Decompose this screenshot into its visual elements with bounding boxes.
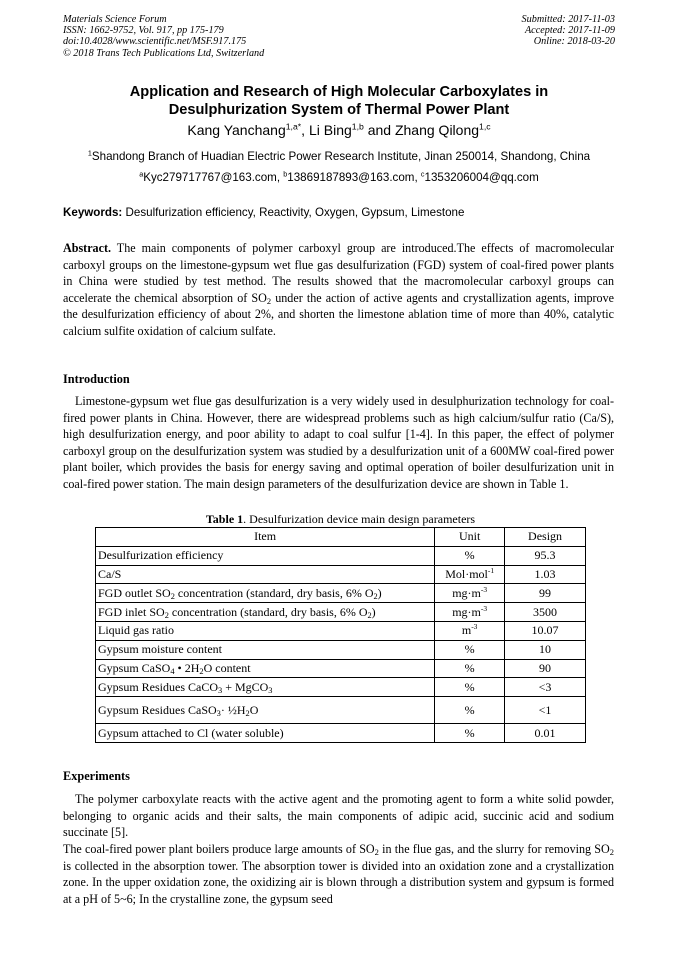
abstract: [63, 240, 614, 340]
doi-line: doi:10.4028/www.scientific.net/MSF.917.175: [63, 36, 247, 48]
item-text: Gypsum Residues CaCO: [98, 679, 218, 694]
item-text: Gypsum Residues CaSO: [98, 702, 217, 717]
table-row: [96, 565, 586, 584]
author-name: Zhang Qilong: [394, 122, 480, 138]
author-list: [40, 122, 638, 138]
item-text: FGD outlet SO: [98, 585, 171, 600]
item-text: O: [249, 702, 259, 717]
table-row: [96, 621, 586, 640]
abstract-text: The main components of polymer carboxyl group are introduced.The effects of macromolecular carboxyl groups on the limestone-gypsum wet flue gas desulfurization (FGD) system of coal-fired power plants in China were studied by test method. The results showed that the macromolecular carboxyl groups can accelerate the chemical absorption of SO: [63, 241, 614, 305]
item-cell: Gypsum attached to Cl (water soluble): [96, 724, 435, 743]
unit-cell: [435, 621, 505, 640]
design-cell: <3: [505, 678, 586, 697]
design-cell: 90: [505, 659, 586, 678]
experiments-paragraph: The polymer carboxylate reacts with the active agent and the promoting agent to form a white solid powder, belonging to organic acids and their salts, the main components of adipic acid, succinic acid and sodium succinate [5].: [63, 792, 614, 840]
author-superscript: 1,a*: [285, 121, 302, 132]
keywords-label: Keywords:: [63, 206, 123, 219]
issn-line: ISSN: 1662-9752, Vol. 917, pp 175-179: [63, 25, 224, 37]
title-line: Application and Research of High Molecular Carboxylates in: [129, 84, 549, 100]
unit-cell: %: [435, 640, 505, 659]
email-separator: ,: [276, 171, 284, 184]
item-text: O content: [203, 660, 251, 675]
item-cell: [96, 697, 435, 724]
item-text: ): [377, 585, 382, 600]
table-row: [96, 678, 586, 697]
item-cell: Liquid gas ratio: [96, 621, 435, 640]
item-cell: [96, 659, 435, 678]
column-header: Unit: [435, 528, 505, 547]
design-cell: <1: [505, 697, 586, 724]
unit-superscript: -3: [480, 603, 488, 613]
item-text: FGD inlet SO: [98, 604, 165, 619]
item-cell: [96, 584, 435, 603]
subscript: 2: [266, 295, 272, 306]
unit-cell: [435, 584, 505, 603]
email-superscript: a: [139, 169, 144, 179]
table-row: [96, 546, 586, 565]
unit-cell: %: [435, 724, 505, 743]
item-cell: Gypsum moisture content: [96, 640, 435, 659]
design-cell: 10: [505, 640, 586, 659]
email-address: 13869187893@163.com: [287, 171, 415, 184]
email-address: Kyc279717767@163.com: [143, 171, 277, 184]
unit-superscript: -3: [471, 622, 478, 632]
unit-cell: %: [435, 659, 505, 678]
author-name: Kang Yanchang: [187, 122, 286, 138]
unit-cell: %: [435, 678, 505, 697]
subscript: 2: [367, 610, 372, 620]
author-name: Li Bing: [308, 122, 352, 138]
table-row: [96, 659, 586, 678]
unit-cell: [435, 565, 505, 584]
table-row: [96, 697, 586, 724]
column-header: Design: [505, 528, 586, 547]
design-cell: 99: [505, 584, 586, 603]
journal-name: Materials Science Forum: [63, 14, 167, 25]
journal-info: [63, 14, 264, 59]
online-date: Online: 2018-03-20: [533, 36, 615, 48]
author-separator: and: [363, 122, 395, 138]
paragraph-text: is collected in the absorption tower. The absorption tower is divided into an oxidation zone and a crystallization zone. In the upper oxidation zone, the oxidizing air is blown through a distribution system and gypsum is formed at a pH of 5~6; In the crystalline zone, the gypsum seed: [63, 858, 614, 906]
title-line: Desulphurization System of Thermal Power Plant: [168, 102, 510, 118]
abstract-label: Abstract.: [63, 241, 112, 255]
subscript: 2: [609, 847, 614, 858]
table-caption-label: Table 1: [205, 512, 244, 526]
affiliation: [40, 150, 638, 163]
copyright-line: © 2018 Trans Tech Publications Ltd, Switzerland: [63, 47, 265, 59]
table-header-row: [96, 528, 586, 547]
subscript: 2: [170, 591, 175, 601]
item-text: • 2H: [174, 660, 200, 675]
design-parameters-table: [95, 527, 586, 743]
design-cell: 0.01: [505, 724, 586, 743]
column-header: Item: [96, 528, 435, 547]
unit-text: Mol·mol: [445, 566, 488, 581]
table-row: [96, 724, 586, 743]
unit-text: mg·m: [452, 604, 481, 619]
author-superscript: 1,c: [479, 121, 491, 132]
subscript: 2: [373, 591, 378, 601]
subscript: 4: [170, 667, 175, 677]
unit-superscript: -3: [480, 584, 488, 594]
table-caption: [95, 512, 586, 527]
keywords-text: Desulfurization efficiency, Reactivity, Oxygen, Gypsum, Limestone: [122, 206, 465, 219]
affiliation-text: Shandong Branch of Huadian Electric Power Research Institute, Jinan 250014, Shandong, China: [91, 150, 591, 163]
item-cell: Desulfurization efficiency: [96, 546, 435, 565]
subscript: 2: [245, 708, 250, 718]
introduction-heading: Introduction: [63, 372, 130, 386]
item-cell: [96, 678, 435, 697]
email-separator: ,: [414, 171, 421, 184]
unit-text: m: [461, 623, 472, 638]
design-cell: 1.03: [505, 565, 586, 584]
item-text: · ½H: [220, 702, 246, 717]
subscript: 2: [199, 667, 204, 677]
email-address: 1353206004@qq.com: [424, 171, 539, 184]
item-text: Gypsum CaSO: [98, 660, 171, 675]
subscript: 2: [374, 847, 379, 858]
item-text: concentration (standard, dry basis, 6% O: [168, 604, 368, 619]
experiments-paragraph: [63, 841, 614, 907]
subscript: 3: [268, 685, 273, 695]
author-separator: ,: [301, 122, 309, 138]
abstract-text: under the action of active agents and crystallization agents, improve the desulfurization efficiency of about 2%, and shorten the limestone ablation time of more than 40%, catalytic calcium sulfite oxidation of calcium sulfate.: [63, 290, 615, 338]
unit-cell: %: [435, 697, 505, 724]
design-cell: 95.3: [505, 546, 586, 565]
dates-info: [522, 14, 615, 48]
subscript: 3: [218, 685, 223, 695]
subscript: 2: [164, 610, 169, 620]
paragraph-text: in the flue gas, and the slurry for removing SO: [378, 842, 610, 856]
keywords: [63, 206, 623, 219]
design-cell: 10.07: [505, 621, 586, 640]
unit-cell: [435, 603, 505, 622]
unit-text: mg·m: [452, 585, 481, 600]
submitted-date: Submitted: 2017-11-03: [521, 14, 615, 25]
item-text: ): [371, 604, 376, 619]
email-superscript: c: [420, 169, 425, 179]
table-row: [96, 603, 586, 622]
item-cell: [96, 603, 435, 622]
paper-title: [40, 83, 638, 119]
unit-superscript: -1: [487, 566, 495, 576]
paragraph-text: The coal-fired power plant boilers produce large amounts of SO: [63, 842, 375, 856]
table-caption-text: . Desulfurization device main design parameters: [243, 512, 476, 526]
author-superscript: 1,b: [351, 121, 364, 132]
affiliation-superscript: 1: [87, 148, 92, 158]
subscript: 3: [216, 708, 221, 718]
email-list: [40, 171, 638, 184]
email-superscript: b: [283, 169, 288, 179]
unit-cell: %: [435, 546, 505, 565]
table-row: [96, 640, 586, 659]
accepted-date: Accepted: 2017-11-09: [524, 25, 615, 37]
experiments-heading: Experiments: [63, 769, 130, 783]
item-cell: Ca/S: [96, 565, 435, 584]
introduction-paragraph: Limestone-gypsum wet flue gas desulfurization is a very widely used in desulphurization technology for coal-fired power plants in China. However, there are widespread problems such as high calcium/sulfur ratio (Ca/S), high desulfurization energy, and poor ability to adapt to coal sulfur [1-4]. In this paper, the effect of polymer carboxyl group on the desulfurization system was studied by a desulfurization unit of a 600MW coal-fired power plant boiler, which provides the basis for energy saving and optimal operation of boiler desulfurization unit in coal-fired power station. The main design parameters of the desulfurization device are shown in Table 1.: [63, 394, 614, 491]
item-text: concentration (standard, dry basis, 6% O: [174, 585, 374, 600]
item-text: + MgCO: [222, 679, 269, 694]
design-cell: 3500: [505, 603, 586, 622]
table-row: [96, 584, 586, 603]
